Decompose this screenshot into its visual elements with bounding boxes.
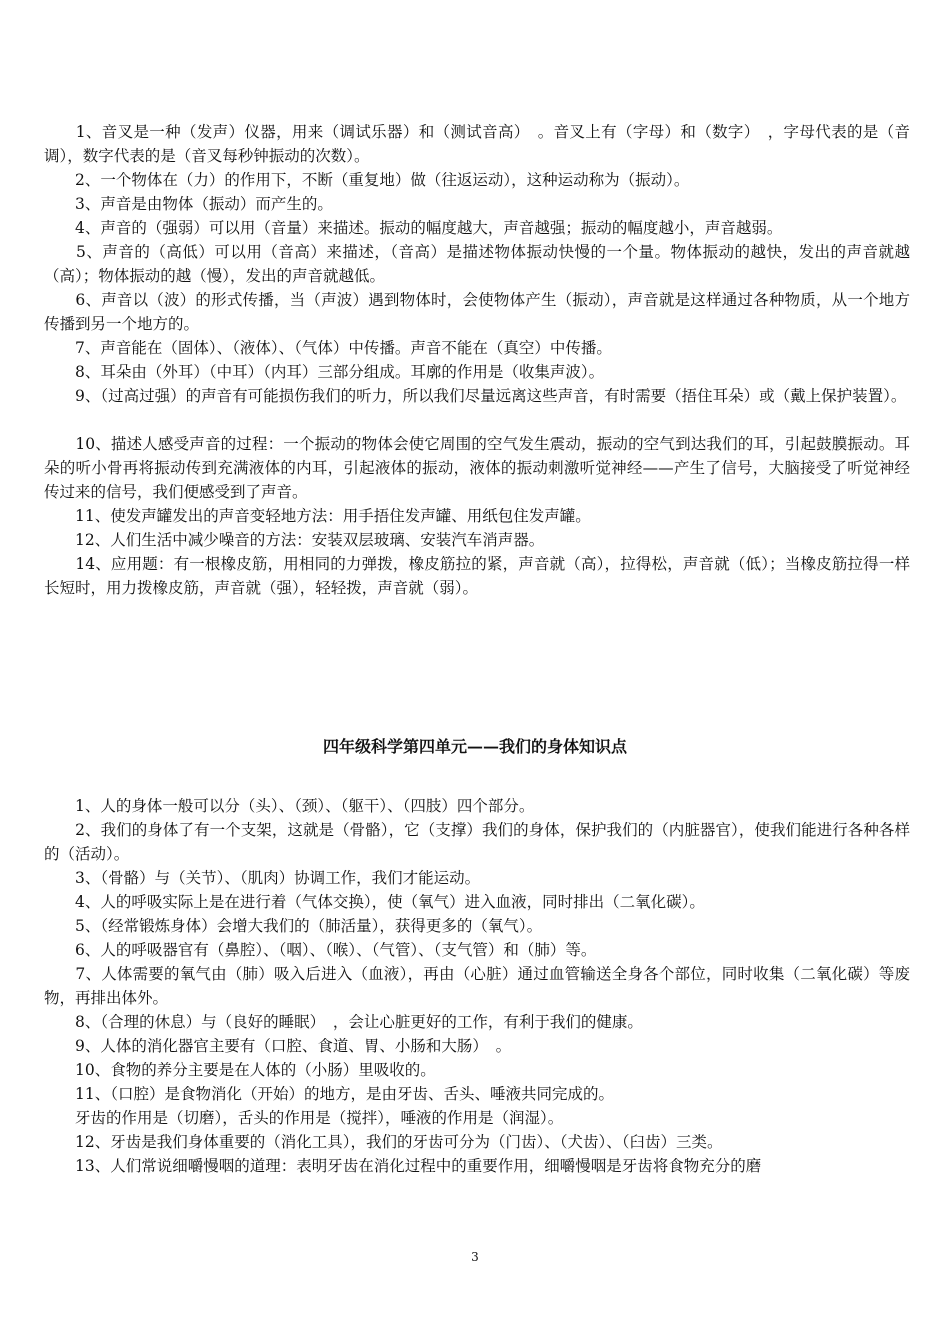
paragraph: 7、人体需要的氧气由（肺）吸入后进入（血液），再由（心脏）通过血管输送全身各个部位，同时收集（二氧化碳）等废物，再排出体外。: [44, 965, 910, 1007]
paragraph: 9、（过高过强）的声音有可能损伤我们的听力，所以我们尽量远离这些声音，有时需要（捂住耳朵）或（戴上保护装置）。: [44, 387, 907, 405]
paragraph: 3、声音是由物体（振动）而产生的。: [44, 195, 333, 213]
paragraph: 9、人体的消化器官主要有（口腔、食道、胃、小肠和大肠） 。: [44, 1037, 512, 1055]
paragraph: 11、使发声罐发出的声音变轻地方法：用手捂住发声罐、用纸包住发声罐。: [44, 507, 591, 525]
paragraph: 11、（口腔）是食物消化（开始）的地方，是由牙齿、舌头、唾液共同完成的。: [44, 1085, 614, 1103]
paragraph: 12、牙齿是我们身体重要的（消化工具），我们的牙齿可分为（门齿）、（犬齿）、（臼齿）三类。: [44, 1133, 723, 1151]
paragraph: 8、耳朵由（外耳）（中耳）（内耳）三部分组成。耳廓的作用是（收集声波）。: [44, 363, 605, 381]
paragraph: 14、应用题：有一根橡皮筋，用相同的力弹拨，橡皮筋拉的紧，声音就（高），拉得松，声音就（低）；当橡皮筋拉得一样长短时，用力拨橡皮筋，声音就（强），轻轻拨，声音就（弱）。: [44, 555, 910, 597]
paragraph: 7、声音能在（固体）、（液体）、（气体）中传播。声音不能在（真空）中传播。: [44, 339, 612, 357]
paragraph: 8、（合理的休息）与（良好的睡眠） ，会让心脏更好的工作，有利于我们的健康。: [44, 1013, 643, 1031]
paragraph: 5、声音的（高低）可以用（音高）来描述，（音高）是描述物体振动快慢的一个量。物体振动的越快，发出的声音就越（高）；物体振动的越（慢），发出的声音就越低。: [44, 243, 910, 285]
paragraph: 3、（骨骼）与（关节）、（肌肉）协调工作，我们才能运动。: [44, 869, 481, 887]
page-number: 3: [471, 1250, 479, 1264]
paragraph: 4、声音的（强弱）可以用（音量）来描述。振动的幅度越大，声音越强；振动的幅度越小，声音越弱。: [44, 219, 783, 237]
paragraph: 牙齿的作用是（切磨），舌头的作用是（搅拌），唾液的作用是（润湿）。: [44, 1109, 564, 1127]
paragraph: 10、描述人感受声音的过程：一个振动的物体会使它周围的空气发生震动，振动的空气到达我们的耳，引起鼓膜振动。耳朵的听小骨再将振动传到充满液体的内耳，引起液体的振动，液体的振动刺激听觉神经——产生了信号，大脑接受了听觉神经传过来的信号，我们便感受到了声音。: [44, 435, 910, 501]
section-title: 四年级科学第四单元——我们的身体知识点: [322, 737, 627, 756]
paragraph: 6、人的呼吸器官有（鼻腔）、（咽）、（喉）、（气管）、（支气管）和（肺）等。: [44, 941, 597, 959]
paragraph: 4、人的呼吸实际上是在进行着（气体交换），使（氧气）进入血液，同时排出（二氧化碳）。: [44, 893, 705, 911]
paragraph: 1、人的身体一般可以分（头）、（颈）、（躯干）、（四肢）四个部分。: [44, 797, 535, 815]
paragraph: 2、一个物体在（力）的作用下，不断（重复地）做（往返运动），这种运动称为（振动）。: [44, 171, 690, 189]
paragraph: 5、（经常锻炼身体）会增大我们的（肺活量），获得更多的（氧气）。: [44, 917, 543, 935]
paragraph: 2、我们的身体了有一个支架，这就是（骨骼），它（支撑）我们的身体，保护我们的（内脏器官），使我们能进行各种各样的（活动）。: [44, 821, 910, 863]
paragraph: 12、人们生活中减少噪音的方法：安装双层玻璃、安装汽车消声器。: [44, 531, 545, 549]
paragraph: 10、食物的养分主要是在人体的（小肠）里吸收的。: [44, 1061, 436, 1079]
paragraph: 1、音叉是一种（发声）仪器，用来（调试乐器）和（测试音高） 。音叉上有（字母）和（数字） ，字母代表的是（音调），数字代表的是（音叉每秒钟振动的次数）。: [44, 123, 910, 165]
paragraph: 6、声音以（波）的形式传播，当（声波）遇到物体时，会使物体产生（振动），声音就是这样通过各种物质，从一个地方传播到另一个地方的。: [44, 291, 910, 333]
paragraph: 13、人们常说细嚼慢咽的道理：表明牙齿在消化过程中的重要作用，细嚼慢咽是牙齿将食物充分的磨: [44, 1157, 762, 1175]
